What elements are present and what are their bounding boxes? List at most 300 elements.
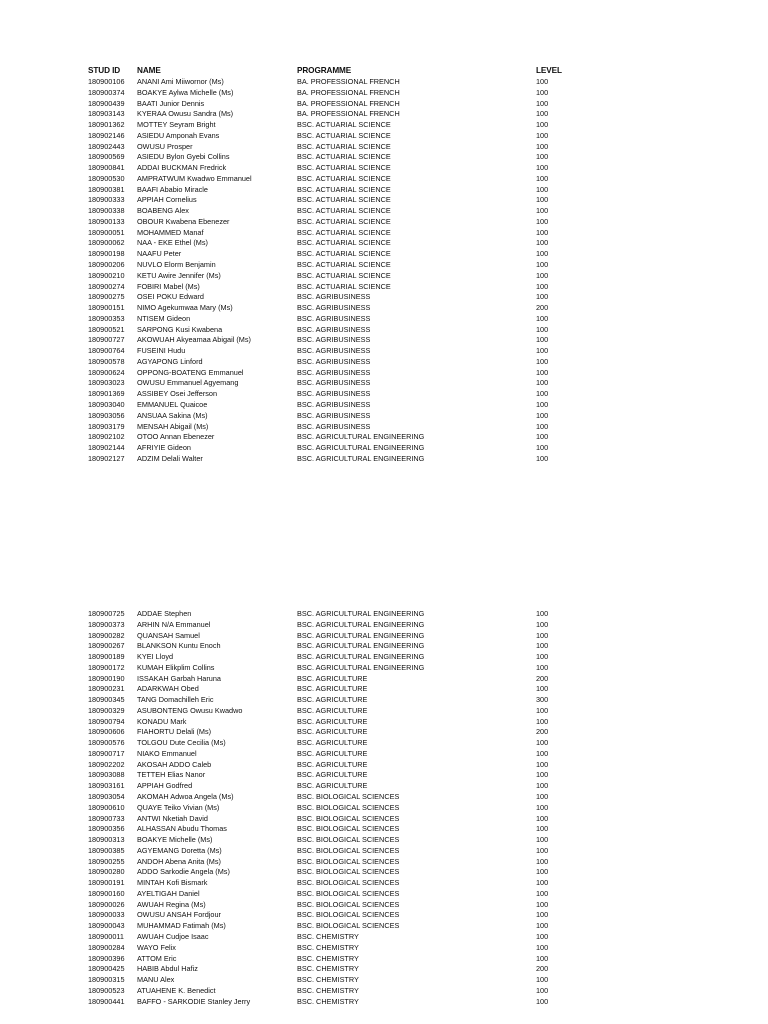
level-cell: 100: [536, 98, 549, 108]
student-name-cell: AKOWUAH Akyeamaa Abigail (Ms): [137, 335, 251, 345]
student-name-cell: FIAHORTU Delali (Ms): [137, 727, 212, 737]
table-row: [0, 760, 768, 771]
programme-cell: BSC. AGRIBUSINESS: [297, 335, 371, 345]
student-name-cell: SARPONG Kusi Kwabena: [137, 324, 223, 334]
programme-cell: BSC. BIOLOGICAL SCIENCES: [297, 792, 400, 802]
level-cell: 100: [536, 921, 549, 931]
student-id-cell: 180900313: [88, 835, 125, 845]
programme-cell: BSC. AGRIBUSINESS: [297, 303, 371, 313]
table-row: [0, 652, 768, 663]
table-row: [0, 152, 768, 163]
student-id-cell: 180903088: [88, 770, 125, 780]
level-cell: 100: [536, 953, 549, 963]
level-cell: 100: [536, 770, 549, 780]
student-id-cell: 180900569: [88, 152, 125, 162]
table-row: [0, 781, 768, 792]
programme-cell: BSC. ACTUARIAL SCIENCE: [297, 130, 391, 140]
table-row: [0, 889, 768, 900]
student-id-cell: 180900160: [88, 888, 125, 898]
programme-cell: BSC. ACTUARIAL SCIENCE: [297, 227, 391, 237]
table-row: [0, 217, 768, 228]
programme-cell: BSC. AGRIBUSINESS: [297, 346, 371, 356]
table-row: [0, 932, 768, 943]
header-name: NAME: [137, 66, 161, 75]
student-name-cell: BOAKYE Michelle (Ms): [137, 835, 213, 845]
student-id-cell: 180900191: [88, 878, 125, 888]
programme-cell: BSC. AGRICULTURE: [297, 684, 368, 694]
table-row: [0, 368, 768, 379]
level-cell: 100: [536, 824, 549, 834]
table-row: [0, 674, 768, 685]
level-cell: 100: [536, 738, 549, 748]
student-name-cell: KETU Awire Jennifer (Ms): [137, 270, 221, 280]
programme-cell: BSC. AGRICULTURE: [297, 781, 368, 791]
table-row: [0, 986, 768, 997]
student-id-cell: 180900356: [88, 824, 125, 834]
table-row: [0, 238, 768, 249]
programme-cell: BSC. AGRICULTURE: [297, 759, 368, 769]
programme-cell: BSC. ACTUARIAL SCIENCE: [297, 270, 391, 280]
level-cell: 100: [536, 77, 549, 86]
student-name-cell: QUANSAH Samuel: [137, 630, 200, 640]
level-cell: 100: [536, 856, 549, 866]
programme-cell: BSC. AGRIBUSINESS: [297, 313, 371, 323]
student-name-cell: TOLGOU Dute Cecilia (Ms): [137, 738, 226, 748]
table-row: [0, 325, 768, 336]
student-id-cell: 180900576: [88, 738, 125, 748]
student-id-cell: 180900353: [88, 313, 125, 323]
student-id-cell: 180902146: [88, 130, 125, 140]
student-name-cell: WAYO Felix: [137, 942, 176, 952]
student-id-cell: 180900578: [88, 356, 125, 366]
student-id-cell: 180900794: [88, 716, 125, 726]
programme-cell: BSC. AGRICULTURAL ENGINEERING: [297, 443, 425, 453]
programme-cell: BSC. AGRICULTURAL ENGINEERING: [297, 652, 425, 662]
student-id-cell: 180900282: [88, 630, 125, 640]
table-row: [0, 878, 768, 889]
student-name-cell: KUMAH Elikplim Collins: [137, 662, 215, 672]
student-name-cell: ARHIN N/A Emmanuel: [137, 619, 211, 629]
student-id-cell: 180900198: [88, 249, 125, 259]
level-cell: 100: [536, 878, 549, 888]
student-name-cell: OBOUR Kwabena Ebenezer: [137, 216, 230, 226]
level-cell: 100: [536, 910, 549, 920]
table-row: [0, 282, 768, 293]
student-name-cell: BOABENG Alex: [137, 206, 189, 216]
programme-cell: BSC. ACTUARIAL SCIENCE: [297, 195, 391, 205]
programme-cell: BSC. AGRICULTURE: [297, 748, 368, 758]
level-cell: 100: [536, 996, 549, 1006]
table-row: [0, 206, 768, 217]
student-name-cell: ASIEDU Amponah Evans: [137, 130, 220, 140]
level-cell: 100: [536, 260, 549, 270]
student-name-cell: ADDAI BUCKMAN Fredrick: [137, 163, 227, 173]
table-row: [0, 814, 768, 825]
table-row: [0, 727, 768, 738]
student-id-cell: 180902144: [88, 443, 125, 453]
programme-cell: BA. PROFESSIONAL FRENCH: [297, 87, 400, 97]
level-cell: 200: [536, 673, 549, 683]
student-name-cell: EMMANUEL Quaicoe: [137, 399, 208, 409]
table-row: [0, 717, 768, 728]
level-cell: 100: [536, 206, 549, 216]
programme-cell: BSC. AGRICULTURE: [297, 738, 368, 748]
table-row: [0, 99, 768, 110]
table-row: [0, 422, 768, 433]
student-id-cell: 180900624: [88, 367, 125, 377]
student-name-cell: OSEI POKU Edward: [137, 292, 204, 302]
student-name-cell: ANSUAA Sakina (Ms): [137, 410, 208, 420]
level-cell: 100: [536, 270, 549, 280]
programme-cell: BSC. AGRIBUSINESS: [297, 378, 371, 388]
level-cell: 100: [536, 748, 549, 758]
table-row: [0, 663, 768, 674]
student-id-cell: 180902443: [88, 141, 125, 151]
level-cell: 100: [536, 609, 549, 618]
student-name-cell: ANTWI Nketiah David: [137, 813, 208, 823]
programme-cell: BSC. AGRICULTURE: [297, 727, 368, 737]
level-cell: 100: [536, 109, 549, 119]
programme-cell: BSC. BIOLOGICAL SCIENCES: [297, 867, 400, 877]
student-name-cell: AWUAH Cudjoe Isaac: [137, 931, 209, 941]
student-id-cell: 180900043: [88, 921, 125, 931]
level-cell: 100: [536, 443, 549, 453]
programme-cell: BA. PROFESSIONAL FRENCH: [297, 77, 400, 86]
student-id-cell: 180900439: [88, 98, 125, 108]
level-cell: 100: [536, 652, 549, 662]
programme-cell: BSC. AGRIBUSINESS: [297, 399, 371, 409]
table-row: [0, 400, 768, 411]
programme-cell: BSC. ACTUARIAL SCIENCE: [297, 141, 391, 151]
programme-cell: BSC. AGRICULTURAL ENGINEERING: [297, 630, 425, 640]
student-name-cell: OWUSU Emmanuel Agyemang: [137, 378, 239, 388]
table-row: [0, 174, 768, 185]
level-cell: 100: [536, 931, 549, 941]
student-id-cell: 180900329: [88, 705, 125, 715]
table-row: [0, 195, 768, 206]
table-row: [0, 867, 768, 878]
level-cell: 100: [536, 152, 549, 162]
student-id-cell: 180900274: [88, 281, 125, 291]
table-row: [0, 292, 768, 303]
programme-cell: BSC. BIOLOGICAL SCIENCES: [297, 813, 400, 823]
table-row: [0, 432, 768, 443]
level-cell: 100: [536, 163, 549, 173]
level-cell: 100: [536, 410, 549, 420]
level-cell: 100: [536, 619, 549, 629]
student-id-cell: 180903054: [88, 792, 125, 802]
table-row: [0, 684, 768, 695]
table-row: [0, 770, 768, 781]
level-cell: 100: [536, 759, 549, 769]
student-id-cell: 180901369: [88, 389, 125, 399]
student-id-cell: 180900441: [88, 996, 125, 1006]
level-cell: 100: [536, 781, 549, 791]
student-id-cell: 180900381: [88, 184, 125, 194]
programme-cell: BSC. AGRICULTURE: [297, 770, 368, 780]
table-row: [0, 706, 768, 717]
table-row: [0, 109, 768, 120]
table-row: [0, 695, 768, 706]
student-name-cell: NIAKO Emmanuel: [137, 748, 197, 758]
table-row: [0, 335, 768, 346]
level-cell: 100: [536, 141, 549, 151]
student-name-cell: ADZIM Delali Walter: [137, 453, 203, 463]
header-programme: PROGRAMME: [297, 66, 352, 75]
table-row: [0, 443, 768, 454]
table-header: [0, 66, 768, 76]
programme-cell: BSC. ACTUARIAL SCIENCE: [297, 184, 391, 194]
level-cell: 100: [536, 802, 549, 812]
student-id-cell: 180900011: [88, 931, 124, 941]
programme-cell: BSC. BIOLOGICAL SCIENCES: [297, 835, 400, 845]
level-cell: 100: [536, 356, 549, 366]
student-name-cell: MANU Alex: [137, 975, 175, 985]
level-cell: 100: [536, 249, 549, 259]
student-name-cell: APPIAH Cornelius: [137, 195, 197, 205]
student-name-cell: ANANI Ami Miiwornor (Ms): [137, 77, 224, 86]
programme-cell: BSC. ACTUARIAL SCIENCE: [297, 260, 391, 270]
table-row: [0, 738, 768, 749]
level-cell: 200: [536, 303, 549, 313]
table-row: [0, 357, 768, 368]
programme-cell: BSC. AGRIBUSINESS: [297, 421, 371, 431]
student-id-cell: 180900610: [88, 802, 125, 812]
student-name-cell: NTISEM Gideon: [137, 313, 191, 323]
student-name-cell: ASIEDU Bylon Gyebi Collins: [137, 152, 230, 162]
student-list-block-2: [0, 609, 768, 1007]
programme-cell: BSC. BIOLOGICAL SCIENCES: [297, 824, 400, 834]
level-cell: 100: [536, 292, 549, 302]
programme-cell: BSC. BIOLOGICAL SCIENCES: [297, 921, 400, 931]
level-cell: 100: [536, 888, 549, 898]
student-id-cell: 180900284: [88, 942, 125, 952]
level-cell: 100: [536, 216, 549, 226]
table-row: [0, 803, 768, 814]
programme-cell: BSC. CHEMISTRY: [297, 964, 359, 974]
programme-cell: BSC. AGRICULTURE: [297, 716, 368, 726]
student-id-cell: 180900425: [88, 964, 125, 974]
student-id-cell: 180902127: [88, 453, 125, 463]
student-id-cell: 180900345: [88, 695, 125, 705]
student-list-block-1: [0, 77, 768, 465]
programme-cell: BSC. BIOLOGICAL SCIENCES: [297, 910, 400, 920]
level-cell: 100: [536, 985, 549, 995]
student-name-cell: ATTOM Eric: [137, 953, 177, 963]
student-name-cell: BOAKYE Aylwa Michelle (Ms): [137, 87, 234, 97]
level-cell: 100: [536, 662, 549, 672]
table-row: [0, 314, 768, 325]
student-id-cell: 180900385: [88, 845, 125, 855]
student-name-cell: NIMO Agekumwaa Mary (Ms): [137, 303, 233, 313]
level-cell: 100: [536, 120, 549, 130]
table-row: [0, 749, 768, 760]
student-name-cell: OPPONG-BOATENG Emmanuel: [137, 367, 244, 377]
student-name-cell: BAAFI Ababio Miracle: [137, 184, 208, 194]
student-name-cell: AKOMAH Adwoa Angela (Ms): [137, 792, 234, 802]
table-row: [0, 641, 768, 652]
student-id-cell: 180900172: [88, 662, 125, 672]
student-name-cell: NAAFU Peter: [137, 249, 182, 259]
table-row: [0, 943, 768, 954]
table-row: [0, 77, 768, 88]
level-cell: 100: [536, 942, 549, 952]
student-name-cell: KONADU Mark: [137, 716, 187, 726]
level-cell: 100: [536, 389, 549, 399]
student-id-cell: 180900333: [88, 195, 125, 205]
table-row: [0, 900, 768, 911]
table-row: [0, 228, 768, 239]
table-row: [0, 846, 768, 857]
student-name-cell: ISSAKAH Garbah Haruna: [137, 673, 221, 683]
student-id-cell: 180903179: [88, 421, 125, 431]
programme-cell: BSC. AGRICULTURAL ENGINEERING: [297, 432, 425, 442]
student-id-cell: 180900521: [88, 324, 125, 334]
table-row: [0, 835, 768, 846]
header-level: LEVEL: [536, 66, 562, 75]
student-name-cell: TANG Domachilleh Eric: [137, 695, 214, 705]
programme-cell: BSC. AGRIBUSINESS: [297, 367, 371, 377]
level-cell: 100: [536, 684, 549, 694]
student-id-cell: 180900051: [88, 227, 125, 237]
level-cell: 100: [536, 975, 549, 985]
student-name-cell: ASUBONTENG Owusu Kwadwo: [137, 705, 243, 715]
table-row: [0, 303, 768, 314]
student-id-cell: 180900275: [88, 292, 125, 302]
programme-cell: BSC. CHEMISTRY: [297, 942, 359, 952]
student-name-cell: FOBIRI Mabel (Ms): [137, 281, 200, 291]
level-cell: 100: [536, 335, 549, 345]
table-row: [0, 260, 768, 271]
programme-cell: BSC. CHEMISTRY: [297, 996, 359, 1006]
student-id-cell: 180900530: [88, 173, 125, 183]
level-cell: 100: [536, 630, 549, 640]
programme-cell: BSC. ACTUARIAL SCIENCE: [297, 163, 391, 173]
level-cell: 100: [536, 346, 549, 356]
student-id-cell: 180900727: [88, 335, 125, 345]
student-name-cell: ADARKWAH Obed: [137, 684, 199, 694]
programme-cell: BSC. CHEMISTRY: [297, 985, 359, 995]
student-id-cell: 180900280: [88, 867, 125, 877]
student-id-cell: 180900764: [88, 346, 125, 356]
level-cell: 100: [536, 421, 549, 431]
student-name-cell: KYEI Lloyd: [137, 652, 174, 662]
programme-cell: BSC. AGRICULTURAL ENGINEERING: [297, 641, 425, 651]
student-name-cell: FUSEINI Hudu: [137, 346, 186, 356]
programme-cell: BSC. AGRIBUSINESS: [297, 324, 371, 334]
programme-cell: BSC. BIOLOGICAL SCIENCES: [297, 899, 400, 909]
level-cell: 100: [536, 367, 549, 377]
level-cell: 100: [536, 705, 549, 715]
student-id-cell: 180900315: [88, 975, 125, 985]
programme-cell: BSC. AGRICULTURAL ENGINEERING: [297, 453, 425, 463]
student-name-cell: OWUSU Prosper: [137, 141, 193, 151]
student-id-cell: 180903040: [88, 399, 125, 409]
programme-cell: BSC. ACTUARIAL SCIENCE: [297, 238, 391, 248]
student-id-cell: 180900725: [88, 609, 125, 618]
student-id-cell: 180900396: [88, 953, 125, 963]
level-cell: 100: [536, 716, 549, 726]
student-name-cell: TETTEH Elias Nanor: [137, 770, 206, 780]
table-row: [0, 954, 768, 965]
programme-cell: BSC. BIOLOGICAL SCIENCES: [297, 845, 400, 855]
table-row: [0, 921, 768, 932]
programme-cell: BSC. AGRICULTURE: [297, 673, 368, 683]
student-id-cell: 180900231: [88, 684, 125, 694]
table-row: [0, 163, 768, 174]
level-cell: 100: [536, 281, 549, 291]
level-cell: 100: [536, 432, 549, 442]
student-id-cell: 180900189: [88, 652, 125, 662]
programme-cell: BA. PROFESSIONAL FRENCH: [297, 109, 400, 119]
programme-cell: BSC. AGRICULTURAL ENGINEERING: [297, 609, 425, 618]
student-id-cell: 180900190: [88, 673, 125, 683]
level-cell: 100: [536, 867, 549, 877]
programme-cell: BSC. CHEMISTRY: [297, 931, 359, 941]
student-id-cell: 180900033: [88, 910, 125, 920]
table-row: [0, 857, 768, 868]
level-cell: 100: [536, 453, 549, 463]
student-name-cell: QUAYE Teiko Vivian (Ms): [137, 802, 220, 812]
student-name-cell: HABIB Abdul Hafiz: [137, 964, 198, 974]
student-name-cell: MOHAMMED Manaf: [137, 227, 204, 237]
student-id-cell: 180900106: [88, 77, 125, 86]
table-row: [0, 454, 768, 465]
student-name-cell: MENSAH Abigail (Ms): [137, 421, 209, 431]
student-name-cell: NAA - EKE Ethel (Ms): [137, 238, 208, 248]
level-cell: 300: [536, 695, 549, 705]
table-row: [0, 378, 768, 389]
table-row: [0, 346, 768, 357]
table-row: [0, 824, 768, 835]
programme-cell: BSC. ACTUARIAL SCIENCE: [297, 206, 391, 216]
table-row: [0, 389, 768, 400]
table-row: [0, 609, 768, 620]
programme-cell: BSC. ACTUARIAL SCIENCE: [297, 249, 391, 259]
level-cell: 100: [536, 835, 549, 845]
student-id-cell: 180900062: [88, 238, 125, 248]
level-cell: 100: [536, 899, 549, 909]
student-id-cell: 180902102: [88, 432, 125, 442]
level-cell: 100: [536, 641, 549, 651]
table-row: [0, 120, 768, 131]
student-name-cell: ATUAHENE K. Benedict: [137, 985, 216, 995]
level-cell: 100: [536, 238, 549, 248]
student-id-cell: 180900606: [88, 727, 125, 737]
level-cell: 100: [536, 792, 549, 802]
level-cell: 200: [536, 964, 549, 974]
programme-cell: BSC. AGRIBUSINESS: [297, 410, 371, 420]
programme-cell: BSC. AGRIBUSINESS: [297, 356, 371, 366]
programme-cell: BSC. BIOLOGICAL SCIENCES: [297, 878, 400, 888]
student-id-cell: 180900523: [88, 985, 125, 995]
programme-cell: BSC. ACTUARIAL SCIENCE: [297, 216, 391, 226]
student-id-cell: 180903143: [88, 109, 125, 119]
student-id-cell: 180900026: [88, 899, 125, 909]
table-row: [0, 964, 768, 975]
student-id-cell: 180900267: [88, 641, 125, 651]
programme-cell: BSC. ACTUARIAL SCIENCE: [297, 281, 391, 291]
programme-cell: BSC. BIOLOGICAL SCIENCES: [297, 888, 400, 898]
student-name-cell: AKOSAH ADDO Caleb: [137, 759, 212, 769]
student-name-cell: AFRIYIE Gideon: [137, 443, 191, 453]
student-id-cell: 180900733: [88, 813, 125, 823]
table-row: [0, 631, 768, 642]
student-id-cell: 180900206: [88, 260, 125, 270]
student-name-cell: MUHAMMAD Fatimah (Ms): [137, 921, 226, 931]
student-id-cell: 180903056: [88, 410, 125, 420]
header-stud-id: STUD ID: [88, 66, 121, 75]
